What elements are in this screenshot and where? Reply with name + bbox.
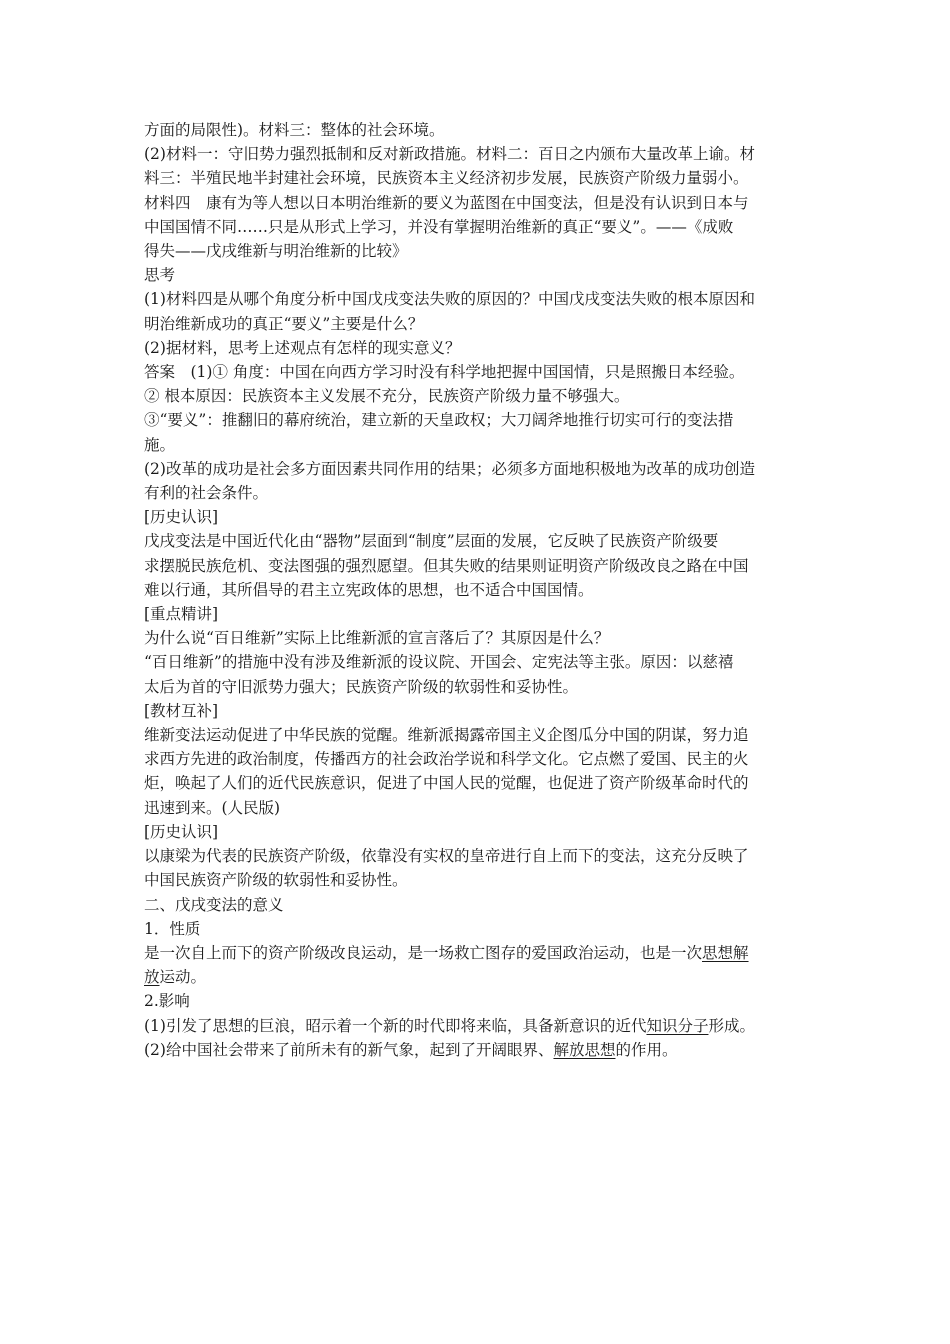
text-line: 戊戌变法是中国近代化由“器物”层面到“制度”层面的发展，它反映了民族资产阶级要 — [144, 532, 719, 551]
text-line: 施。 — [144, 435, 176, 454]
text-line: 方面的局限性)。材料三：整体的社会环境。 — [144, 121, 445, 139]
text-line: 料三：半殖民地半封建社会环境，民族资本主义经济初步发展，民族资产阶级力量弱小。 — [144, 169, 749, 188]
text-line: 迅速到来。(人民版) — [144, 798, 281, 817]
section-label: [重点精讲] — [144, 605, 219, 624]
text-line: 求西方先进的政治制度，传播西方的社会政治学说和科学文化。它点燃了爱国、民主的火 — [144, 750, 749, 769]
nature-line-continued — [144, 965, 810, 989]
text-line: 得失——戊戌维新与明治维新的比较》 — [144, 242, 408, 261]
text-line: 求摆脱民族危机、变法图强的强烈愿望。但其失败的结果则证明资产阶级改良之路在中国 — [144, 556, 749, 575]
text-line: 难以行通，其所倡导的君主立宪政体的思想，也不适合中国国情。 — [144, 580, 594, 599]
influence-line-2 — [144, 1038, 810, 1062]
text-line: (2)改革的成功是社会多方面因素共同作用的结果；必须多方面地积极地为改革的成功创造 — [144, 459, 755, 478]
text-line: “百日维新”的措施中没有涉及维新派的设议院、开国会、定宪法等主张。原因：以慈禧 — [144, 653, 734, 672]
text-line: 中国民族资产阶级的软弱性和妥协性。 — [144, 871, 408, 890]
text-line: 为什么说“百日维新”实际上比维新派的宣言落后了？其原因是什么？ — [144, 629, 610, 648]
answer-line: 答案 (1)① 角度：中国在向西方学习时没有科学地把握中国国情，只是照搬日本经验。 — [144, 363, 745, 382]
section-label: [历史认识] — [144, 508, 219, 527]
text-line: (2)据材料，思考上述观点有怎样的现实意义？ — [144, 338, 461, 357]
section-label: [历史认识] — [144, 822, 219, 841]
section-label: 思考 — [144, 266, 176, 285]
document-body — [144, 118, 810, 1062]
influence-text: (2)给中国社会带来了前所未有的新气象，起到了开阔眼界、 — [144, 1040, 554, 1059]
text-line: 材料四 康有为等人想以日本明治维新的要义为蓝图在中国变法，但是没有认识到日本与 — [144, 193, 749, 212]
influence-text: (1)引发了思想的巨浪，昭示着一个新的时代即将来临，具备新意识的近代 — [144, 1016, 647, 1035]
subsection-heading: 2.影响 — [144, 992, 190, 1011]
text-line: 以康梁为代表的民族资产阶级，依靠没有实权的皇帝进行自上而下的变法，这充分反映了 — [144, 847, 749, 866]
text-line: 中国国情不同……只是从形式上学习，并没有掌握明治维新的真正“要义”。——《成败 — [144, 217, 734, 236]
section-label: [教材互补] — [144, 701, 219, 720]
underlined-term: 放 — [144, 968, 160, 987]
text-line: (1)材料四是从哪个角度分析中国戊戌变法失败的原因的？中国戊戌变法失败的根本原因和 — [144, 290, 755, 309]
text-line: 有利的社会条件。 — [144, 484, 269, 503]
text-line: (2)材料一：守旧势力强烈抵制和反对新政措施。材料二：百日之内颁布大量改革上谕。材 — [144, 145, 755, 164]
text-line: 维新变法运动促进了中华民族的觉醒。维新派揭露帝国主义企图瓜分中国的阴谋，努力追 — [144, 726, 749, 745]
text-line: 太后为首的守旧派势力强大；民族资产阶级的软弱性和妥协性。 — [144, 677, 579, 696]
text-line: ③“要义”：推翻旧的幕府统治，建立新的天皇政权；大刀阔斧地推行切实可行的变法措 — [144, 411, 734, 430]
subsection-heading: 1．性质 — [144, 919, 201, 938]
nature-text: 是一次自上而下的资产阶级改良运动，是一场救亡图存的爱国政治运动，也是一次 — [144, 943, 703, 962]
influence-text: 的作用。 — [615, 1040, 678, 1059]
text-line: 炬，唤起了人们的近代民族意识，促进了中国人民的觉醒，也促进了资产阶级革命时代的 — [144, 774, 749, 793]
text-line: 明治维新成功的真正“要义”主要是什么？ — [144, 314, 424, 333]
influence-line-1 — [144, 1014, 810, 1038]
nature-text: 运动。 — [159, 968, 207, 987]
section-heading: 二、戊戌变法的意义 — [144, 895, 284, 914]
underlined-term: 解放思想 — [553, 1040, 616, 1059]
nature-line — [144, 941, 810, 965]
underlined-term: 思想解 — [702, 943, 749, 962]
underlined-term: 知识分子 — [646, 1016, 709, 1035]
influence-text: 形成。 — [708, 1016, 755, 1035]
text-line: ② 根本原因：民族资本主义发展不充分，民族资产阶级力量不够强大。 — [144, 387, 630, 406]
